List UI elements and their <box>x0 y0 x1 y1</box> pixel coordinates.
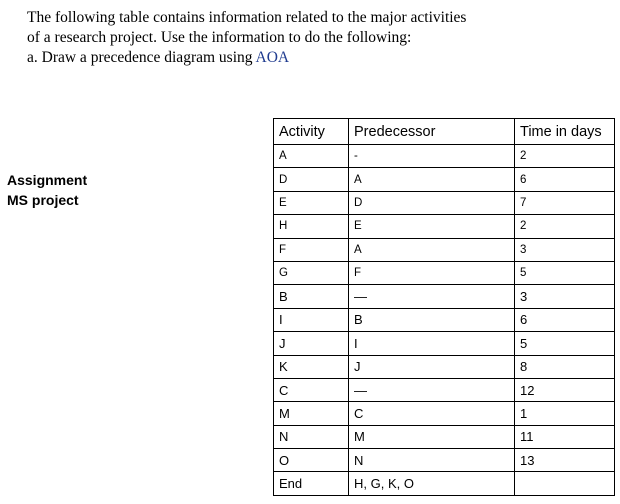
cell-predecessor: N <box>349 449 515 472</box>
cell-predecessor: A <box>349 168 515 191</box>
table-row <box>274 378 615 401</box>
cell-predecessor: D <box>349 191 515 214</box>
cell-time: 7 <box>515 191 615 214</box>
cell-activity: C <box>274 378 349 401</box>
cell-activity: B <box>274 285 349 308</box>
cell-activity: A <box>274 145 349 168</box>
cell-time: 1 <box>515 402 615 425</box>
activity-table <box>273 118 615 496</box>
cell-activity: G <box>274 261 349 284</box>
header-activity: Activity <box>274 119 349 145</box>
table-row <box>274 261 615 284</box>
cell-time: 3 <box>515 285 615 308</box>
cell-activity: K <box>274 355 349 378</box>
cell-activity: J <box>274 332 349 355</box>
assignment-label-line-1: Assignment <box>7 172 88 188</box>
cell-predecessor: — <box>349 285 515 308</box>
cell-predecessor: M <box>349 425 515 448</box>
header-time: Time in days <box>515 119 615 145</box>
cell-time: 6 <box>515 168 615 191</box>
table-row <box>274 145 615 168</box>
cell-activity: O <box>274 449 349 472</box>
table-header-row <box>274 119 615 145</box>
cell-time: 6 <box>515 308 615 331</box>
cell-time: 13 <box>515 449 615 472</box>
table-row <box>274 472 615 495</box>
instructions-text <box>27 8 547 68</box>
cell-time <box>515 472 615 495</box>
table-row <box>274 191 615 214</box>
table-row <box>274 285 615 308</box>
cell-time: 12 <box>515 378 615 401</box>
cell-activity: H <box>274 215 349 238</box>
assignment-label-line-2: MS project <box>7 192 79 208</box>
cell-predecessor: - <box>349 145 515 168</box>
cell-activity: E <box>274 191 349 214</box>
instructions-line-1: The following table contains information related to the major activities <box>27 9 467 26</box>
cell-time: 2 <box>515 215 615 238</box>
cell-activity: F <box>274 238 349 261</box>
cell-predecessor: J <box>349 355 515 378</box>
cell-time: 5 <box>515 332 615 355</box>
header-predecessor: Predecessor <box>349 119 515 145</box>
cell-time: 11 <box>515 425 615 448</box>
instructions-line-3 <box>27 48 547 68</box>
cell-activity: I <box>274 308 349 331</box>
cell-activity: N <box>274 425 349 448</box>
cell-predecessor: B <box>349 308 515 331</box>
table-row <box>274 355 615 378</box>
cell-predecessor: F <box>349 261 515 284</box>
table-row <box>274 308 615 331</box>
cell-time: 2 <box>515 145 615 168</box>
cell-predecessor: H, G, K, O <box>349 472 515 495</box>
cell-time: 8 <box>515 355 615 378</box>
cell-predecessor: I <box>349 332 515 355</box>
cell-time: 5 <box>515 261 615 284</box>
cell-activity: M <box>274 402 349 425</box>
cell-time: 3 <box>515 238 615 261</box>
instructions-line-3-prefix: a. Draw a precedence diagram using <box>27 49 256 66</box>
cell-predecessor: C <box>349 402 515 425</box>
table-row <box>274 332 615 355</box>
assignment-label <box>7 170 87 210</box>
instructions-line-2: of a research project. Use the information to do the following: <box>27 29 412 46</box>
cell-activity: D <box>274 168 349 191</box>
table-row <box>274 402 615 425</box>
cell-predecessor: — <box>349 378 515 401</box>
table-row <box>274 449 615 472</box>
table-row <box>274 238 615 261</box>
aoa-highlight: AOA <box>255 49 290 66</box>
table-row <box>274 215 615 238</box>
cell-activity: End <box>274 472 349 495</box>
cell-predecessor: E <box>349 215 515 238</box>
table-row <box>274 168 615 191</box>
cell-predecessor: A <box>349 238 515 261</box>
table-row <box>274 425 615 448</box>
